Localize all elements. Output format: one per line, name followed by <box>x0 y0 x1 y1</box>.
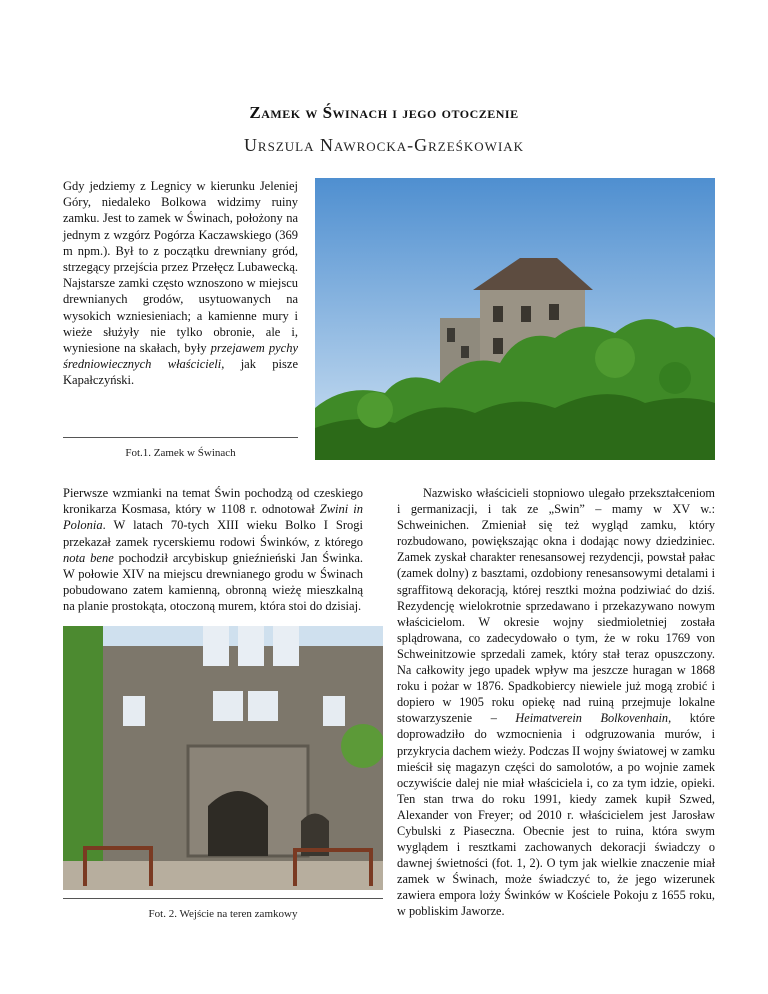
figure1-caption: Fot.1. Zamek w Świnach <box>125 447 236 459</box>
entrance-photo <box>63 626 383 890</box>
article-author: Urszula Nawrocka-Grześkowiak <box>243 135 525 155</box>
article-title: Zamek w Świnach i jego otoczenie <box>249 103 519 122</box>
castle-photo <box>315 178 715 460</box>
figure2-rule <box>63 898 383 899</box>
figure1-rule <box>63 437 298 438</box>
figure2-caption: Fot. 2. Wejście na teren zamkowy <box>148 908 298 920</box>
right-column-text: Nazwisko właścicieli stopniowo ulegało przekształceniom i germanizacji, i tak ze „Swin” – mamy w XV w.: Schweinichen. Zmieniał się też wygląd zamku, który rozbudowano, powiększając okna i dodając nowy dziedziniec. Zamek zyskał charakter renesansowej rezydencji, powstał pałac (zamek dolny) z basztami, ozdobiony renesansowymi detalami i sgraffitową dekoracją, której resztki można podziwiać do dziś. Rezydencję wielokrotnie sprzedawano i przekazywano nowym właścicielom. W okresie wojny siedmioletniej została splądrowana, co zadecydowało o tym, że w roku 1769 von Schweinitzowie sprzedali zamek, który stał teraz opuszczony. Na całkowity jego upadek wpływ ma jeszcze huragan w 1868 roku i pożar w 1876. Spadkobiercy niewiele już mogą zrobić i dopiero w 1905 roku opiekę nad ruiną przejmuje lokalne stowarzyszenie – Heimatverein Bolkovenhain, które doprowadziło do wzmocnienia i odgruzowania murów, i przykrycia dachem wieży. Podczas II wojny światowej w zamku mieścił się magazyn części do samolotów, a po wojnie zamek oczywiście dalej nie miał właściciela i, co za tym idzie, opieki. Ten stan trwa do roku 1991, kiedy zamek kupił Szwed, Alexander von Freyer; od 2010 r. właścicielem jest Jarosław Cybulski z Piaseczna. Obecnie jest to ruina, która swym wyglądem i resztkami zachowanych dekoracji świadczy o dawnej świetności (fot. 1, 2). O tym jak wielkie znaczenie miał zamek w Świnach, może świadczyć to, że jego wizerunek zawiera empora loży Świnków w Kościele Pokoju z 1655 roku, w pobliskim Jaworze. <box>397 486 715 919</box>
left-column-text: Pierwsze wzmianki na temat Świn pochodzą od czeskiego kronikarza Kosmasa, który w 1108 r. odnotował Zwini in Polonia. W latach 70-tych XIII wieku Bolko I Srogi przekazał zamek rycerskiemu rodowi Świnków, z którego nota bene pochodził arcybiskup gnieźnieński Jan Świnka. W połowie XIV na miejscu drewnianego grodu w Świnach pobudowano zatem kamienną, obronną wieżę mieszkalną na planie prostokąta, otoczoną murem, która stoi do dzisiaj. <box>63 486 363 614</box>
intro-paragraph: Gdy jedziemy z Legnicy w kierunku Jeleniej Góry, niedaleko Bolkowa widzimy ruiny zamku. Jest to zamek w Świnach, położony na jednym z wzgórz Pogórza Kaczawskiego (369 m npm.). Był to z początku drewniany gród, strzegący przejścia przez Przełęcz Lubawecką. Najstarsze zamki często wznoszono w miejscu drewnianych grodów, usytuowanych na wysokich wzniesieniach; a kamienne mury i wieże służyły nie tylko obronie, ale i, wyniesione na skałach, były przejawem pychy średniowiecznych właścicieli, jak pisze Kapałczyński. <box>63 179 299 388</box>
